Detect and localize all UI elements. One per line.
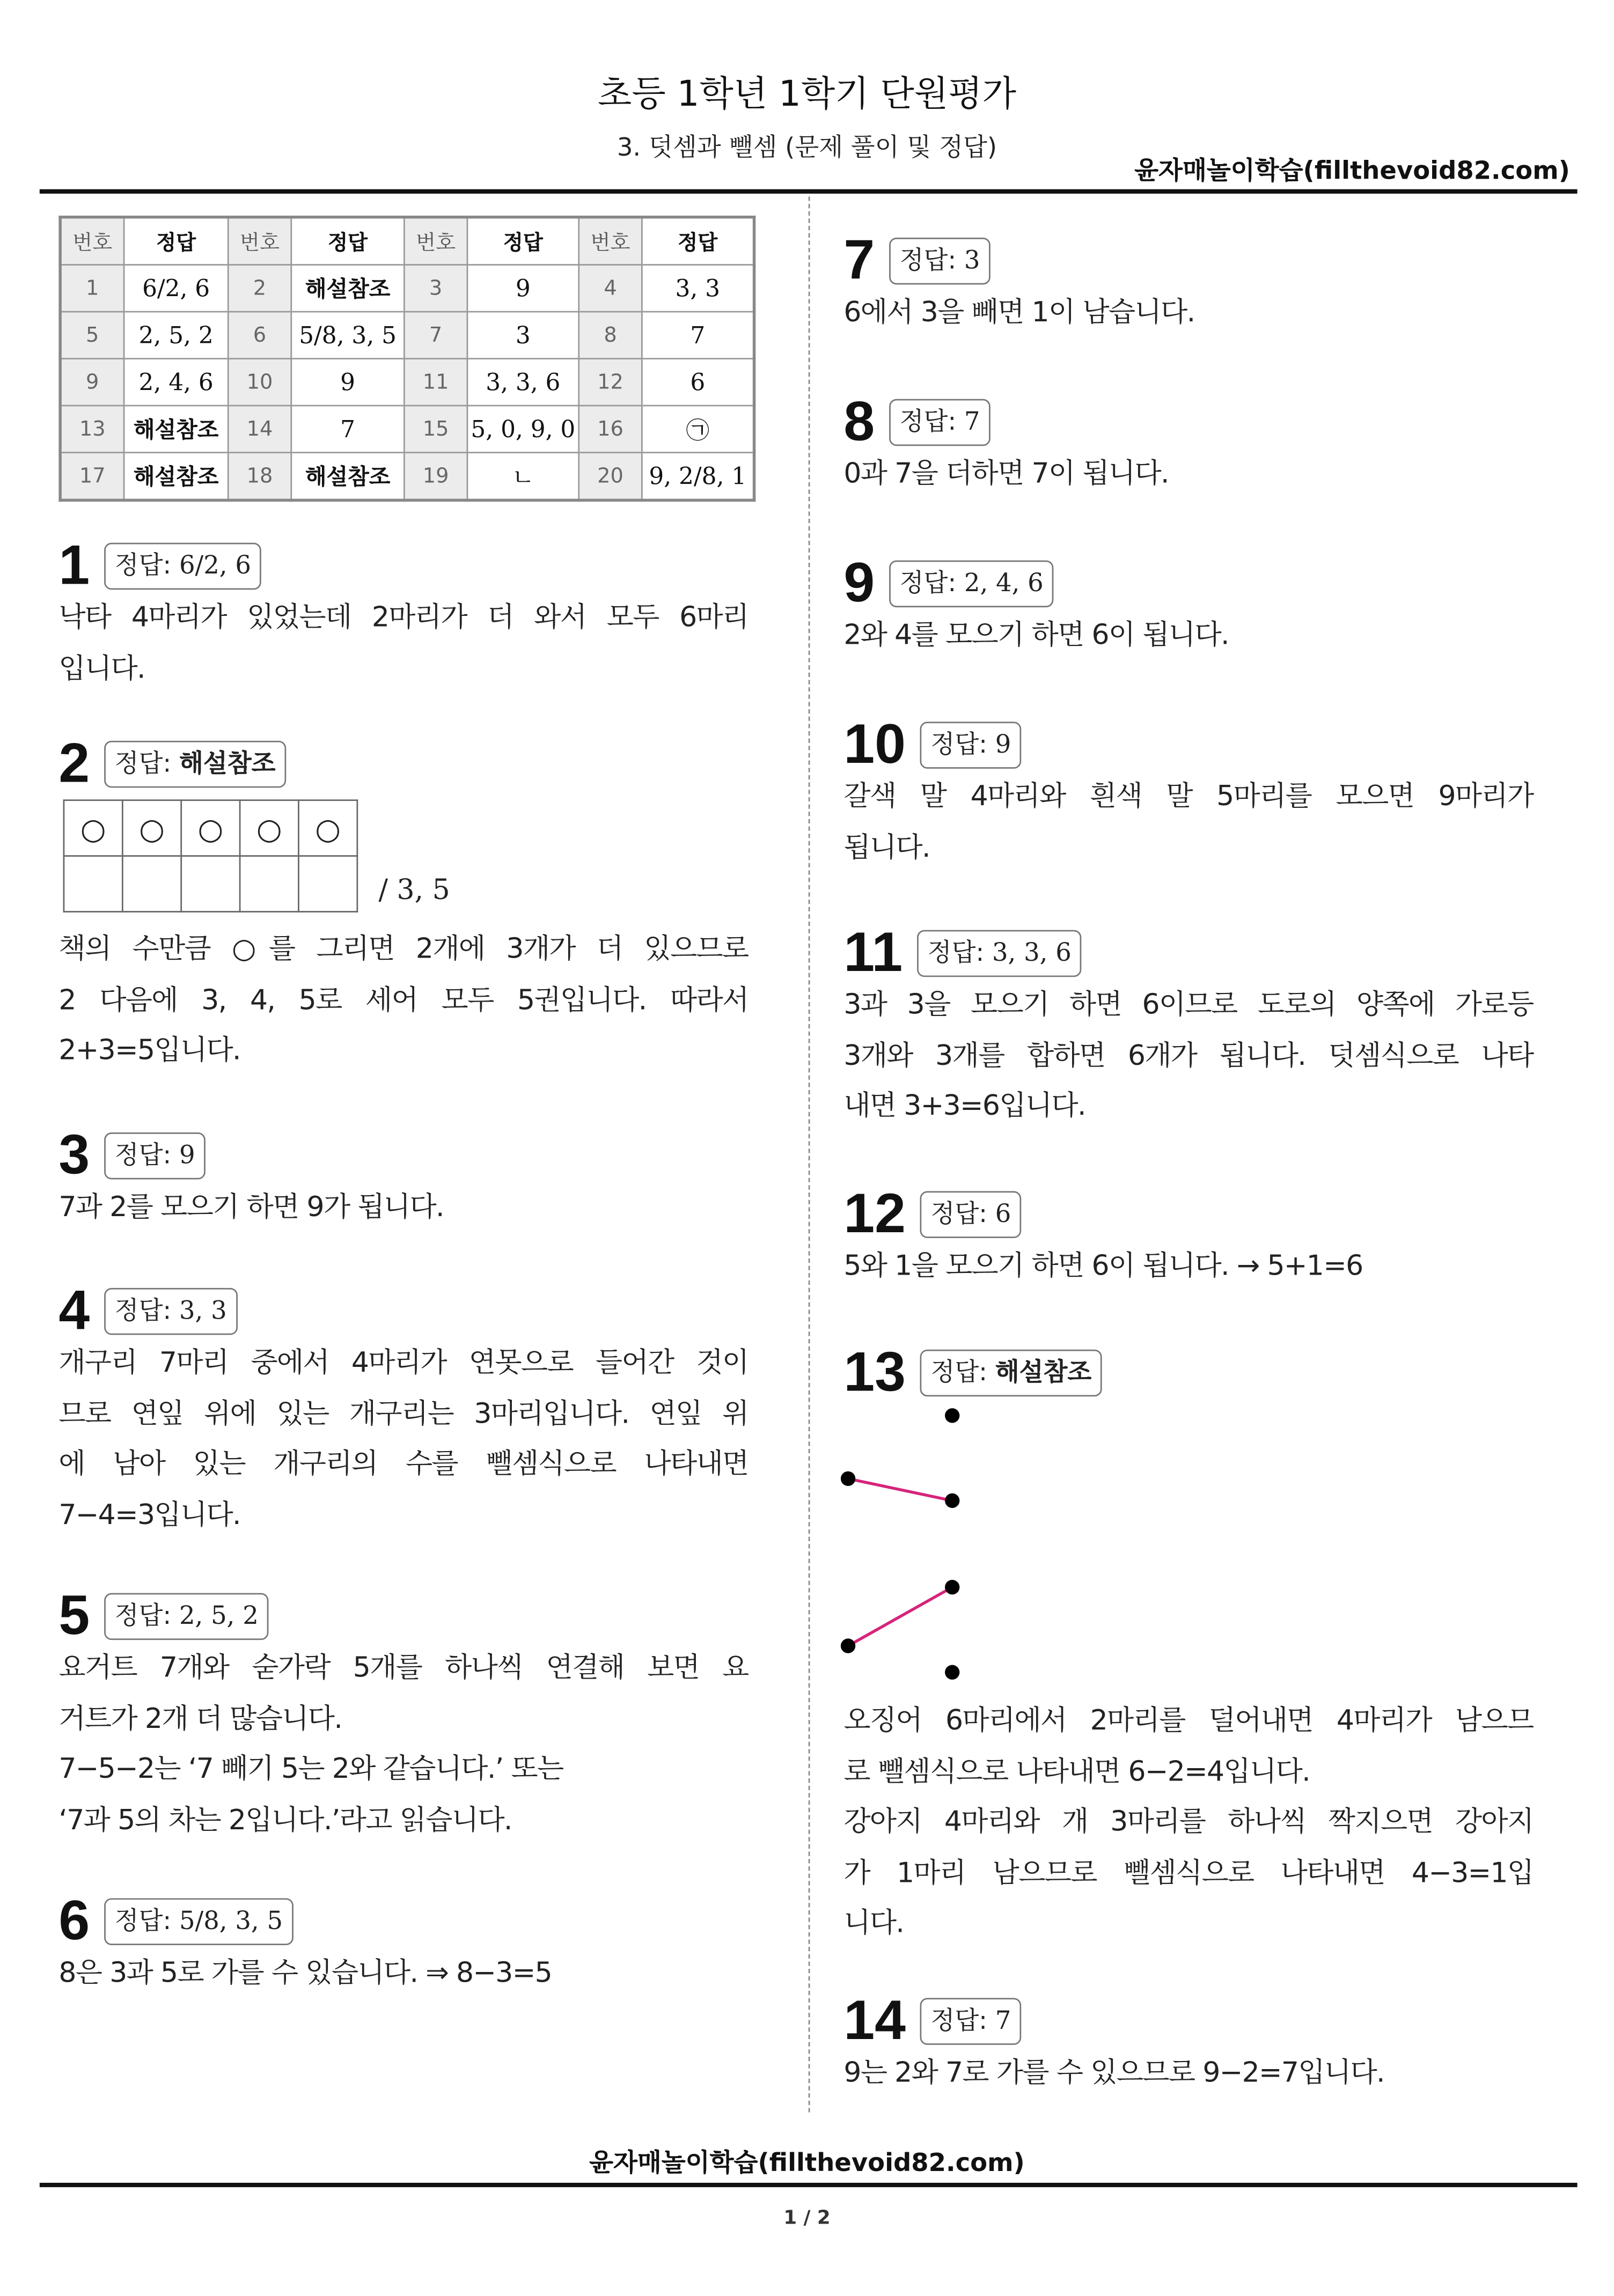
footer-brand: 윤자매놀이학습(fillthevoid82.com) (589, 2149, 1025, 2179)
answer-table (58, 216, 755, 502)
answer-cell: 9, 2/8, 1 (642, 453, 754, 501)
explanation (58, 1338, 748, 1540)
q13-matching-diagram (821, 1402, 983, 1690)
answer-cell: 7 (291, 406, 405, 453)
question-number: 18 (228, 453, 291, 501)
answer-label: 정답: (930, 2006, 987, 2036)
answer-cell: 해설참조 (124, 406, 228, 453)
answer-value: 해설참조 (995, 1358, 1092, 1388)
explanation (58, 924, 748, 1076)
page-subtitle: 3. 덧셈과 뺄셈 (문제 풀이 및 정답) (617, 133, 997, 163)
explanation (58, 1643, 748, 1845)
question-number: 16 (579, 406, 642, 453)
grid-cell-empty (64, 856, 122, 912)
answer-cell: ㄴ (467, 453, 579, 501)
explanation-line: 7−5−2는 ‘7 빼기 5는 2와 같습니다.’ 또는 (58, 1753, 563, 1785)
answer-value: 5/8, 3, 5 (179, 1907, 283, 1937)
explanation-line: 강아지 4마리와 개 3마리를 하나씩 짝지으면 강아지 (843, 1806, 1534, 1838)
question-number: 12 (843, 1183, 906, 1246)
q2-drawing-grid (63, 799, 358, 912)
answer-badge (105, 741, 286, 788)
answer-badge (105, 1593, 269, 1640)
explanation-line: 0과 7을 더하면 7이 됩니다. (843, 458, 1169, 490)
answer-value: 2, 5, 2 (179, 1602, 259, 1631)
answer-cell: 해설참조 (124, 453, 228, 501)
question-number: 11 (404, 359, 467, 406)
answer-badge (105, 1288, 237, 1335)
answer-badge (918, 930, 1082, 977)
question-number: 3 (404, 265, 467, 312)
grid-cell-circle: ○ (240, 800, 298, 856)
question-5 (58, 1587, 748, 1893)
explanation (843, 980, 1533, 1132)
grid-cell-empty (298, 856, 357, 912)
explanation-line: 7−4=3입니다. (58, 1498, 240, 1531)
explanation-line: 5와 1을 모으기 하면 6이 됩니다. → 5+1=6 (843, 1249, 1363, 1282)
answer-label: 정답: (114, 1297, 172, 1326)
answer-cell: 3 (467, 312, 579, 359)
question-number: 8 (843, 392, 875, 453)
answer-cell: 2, 5, 2 (124, 312, 228, 359)
q13-dot (841, 1638, 855, 1653)
explanation (843, 771, 1533, 873)
answer-cell: 해설참조 (291, 265, 405, 312)
answer-table-header (60, 217, 754, 265)
right-column (843, 232, 1533, 2109)
question-number: 2 (58, 733, 90, 796)
explanation-line: 8은 3과 5로 가를 수 있습니다. ⇒ 8−3=5 (58, 1956, 552, 1989)
header-number: 번호 (60, 217, 124, 265)
explanation (843, 1696, 1533, 1949)
question-number: 20 (579, 453, 642, 501)
answer-badge (105, 1132, 206, 1180)
explanation-line: 내면 3+3=6입니다. (843, 1090, 1085, 1122)
grid-cell-circle: ○ (298, 800, 357, 856)
question-2 (58, 735, 748, 1127)
explanation-line: 에 남아 있는 개구리의 수를 뺄셈식으로 나타내면 (58, 1447, 749, 1481)
q13-match-line (848, 1478, 952, 1500)
header-number: 번호 (579, 217, 642, 265)
question-number: 9 (60, 359, 124, 406)
answer-label: 정답: (927, 939, 985, 968)
answer-table-row (60, 359, 754, 406)
question-number: 5 (58, 1585, 90, 1647)
question-number: 9 (843, 553, 875, 615)
question-6 (58, 1890, 748, 2039)
explanation-line: 오징어 6마리에서 2마리를 덜어내면 4마리가 남으므 (843, 1704, 1534, 1737)
explanation (843, 2048, 1533, 2098)
answer-cell: 7 (642, 312, 754, 359)
grid-cell-circle: ○ (122, 800, 181, 856)
question-number: 10 (843, 714, 906, 776)
answer-value: 9 (995, 730, 1011, 760)
q13-dot (945, 1493, 959, 1508)
header-rule (40, 189, 1578, 194)
answer-value: 9 (179, 1141, 195, 1171)
question-number: 8 (579, 312, 642, 359)
explanation (58, 593, 748, 694)
answer-value: 3, 3 (179, 1297, 227, 1326)
answer-table-row (60, 406, 754, 453)
question-number: 11 (843, 923, 903, 984)
header-number: 번호 (228, 217, 291, 265)
answer-badge (105, 1898, 294, 1945)
answer-cell: 해설참조 (291, 453, 405, 501)
explanation (843, 288, 1533, 338)
answer-badge (889, 238, 990, 285)
question-10 (843, 716, 1533, 924)
answer-badge (920, 1191, 1021, 1238)
explanation-line: 9는 2와 7로 가를 수 있으므로 9−2=7입니다. (843, 2056, 1384, 2089)
answer-badge (920, 722, 1021, 769)
question-number: 15 (404, 406, 467, 453)
footer-rule (40, 2183, 1578, 2187)
answer-badge (105, 543, 262, 590)
question-3 (58, 1127, 748, 1282)
answer-label: 정답: (930, 1358, 987, 1388)
explanation-line: 3과 3을 모으기 하면 6이므로 도로의 양쪽에 가로등 (843, 989, 1534, 1021)
grid-cell-circle: ○ (64, 800, 122, 856)
q2-grid-answer: / 3, 5 (378, 874, 450, 907)
question-number: 1 (60, 265, 124, 312)
question-number: 10 (228, 359, 291, 406)
answer-value: 2, 4, 6 (964, 569, 1044, 599)
explanation-line: 2+3=5입니다. (58, 1034, 240, 1066)
answer-label: 정답: (114, 1141, 172, 1171)
header-answer: 정답 (642, 217, 754, 265)
question-number: 5 (60, 312, 124, 359)
answer-table-row (60, 265, 754, 312)
question-13 (843, 1344, 1533, 1992)
question-number: 12 (579, 359, 642, 406)
answer-cell: 9 (291, 359, 405, 406)
explanation-line: 책의 수만큼 ○를 그리면 2개에 3개가 더 있으므로 (58, 933, 749, 966)
answer-value: 3, 3, 6 (992, 939, 1072, 968)
explanation-line: 2 다음에 3, 4, 5로 세어 모두 5권입니다. 따라서 (58, 983, 749, 1016)
question-8 (843, 393, 1533, 555)
answer-cell: 5, 0, 9, 0 (467, 406, 579, 453)
answer-value: 해설참조 (179, 749, 276, 779)
answer-badge (889, 399, 990, 446)
answer-value: 6 (995, 1199, 1011, 1230)
left-column (58, 537, 748, 2039)
header-brand: 윤자매놀이학습(fillthevoid82.com) (1134, 157, 1570, 187)
q13-dot (945, 1580, 959, 1594)
question-number: 6 (228, 312, 291, 359)
question-number: 7 (404, 312, 467, 359)
answer-cell: 2, 4, 6 (124, 359, 228, 406)
question-4 (58, 1282, 748, 1587)
header-answer: 정답 (467, 217, 579, 265)
question-7 (843, 232, 1533, 393)
page-title: 초등 1학년 1학기 단원평가 (597, 73, 1016, 115)
answer-value: 6/2, 6 (179, 551, 251, 581)
explanation-line: 로 뺄셈식으로 나타내면 6−2=4입니다. (843, 1755, 1310, 1787)
grid-cell-circle: ○ (181, 800, 240, 856)
question-11 (843, 924, 1533, 1186)
explanation-line: 가 1마리 남으므로 뺄셈식으로 나타내면 4−3=1입 (843, 1856, 1534, 1889)
explanation-line: 낙타 4마리가 있었는데 2마리가 더 와서 모두 6마리 (58, 601, 749, 634)
question-number: 2 (228, 265, 291, 312)
explanation-line: 7과 2를 모으기 하면 9가 됩니다. (58, 1191, 444, 1224)
answer-label: 정답: (899, 246, 957, 276)
explanation-line: 요거트 7개와 숟가락 5개를 하나씩 연결해 보면 요 (58, 1652, 749, 1684)
question-number: 7 (843, 230, 875, 292)
answer-label: 정답: (930, 1199, 987, 1230)
explanation (58, 1948, 748, 1998)
explanation-line: 3개와 3개를 합하면 6개가 됩니다. 덧셈식으로 나타 (843, 1039, 1534, 1072)
answer-badge (889, 561, 1053, 608)
answer-value: 7 (995, 2006, 1011, 2036)
question-number: 4 (579, 265, 642, 312)
explanation-line: 개구리 7마리 중에서 4마리가 연못으로 들어간 것이 (58, 1346, 749, 1379)
answer-label: 정답: (930, 730, 987, 760)
question-9 (843, 555, 1533, 716)
q13-dot (841, 1471, 855, 1486)
explanation (843, 1241, 1533, 1291)
answer-cell: 3, 3 (642, 265, 754, 312)
header-number: 번호 (404, 217, 467, 265)
explanation-line: ‘7과 5의 차는 2입니다.’라고 읽습니다. (58, 1804, 512, 1836)
question-number: 3 (58, 1125, 90, 1187)
question-12 (843, 1185, 1533, 1343)
question-number: 19 (404, 453, 467, 501)
explanation (843, 449, 1533, 499)
question-number: 1 (58, 535, 90, 597)
question-number: 4 (58, 1281, 90, 1343)
page-number: 1 / 2 (783, 2207, 831, 2230)
question-14 (843, 1992, 1533, 2109)
answer-table-row (60, 453, 754, 501)
question-number: 14 (228, 406, 291, 453)
question-1 (58, 537, 748, 735)
q13-match-line (848, 1587, 952, 1646)
answer-cell: 3, 3, 6 (467, 359, 579, 406)
grid-cell-empty (240, 856, 298, 912)
explanation-line: 갈색 말 4마리와 흰색 말 5마리를 모으면 9마리가 (843, 780, 1534, 813)
answer-label: 정답: (899, 569, 957, 599)
answer-label: 정답: (899, 408, 957, 437)
q13-dot (945, 1408, 959, 1423)
explanation-line: 므로 연잎 위에 있는 개구리는 3마리입니다. 연잎 위 (58, 1397, 749, 1430)
answer-cell: 9 (467, 265, 579, 312)
question-number: 6 (58, 1890, 90, 1953)
header-answer: 정답 (291, 217, 405, 265)
answer-table-row (60, 312, 754, 359)
column-divider (809, 196, 810, 2112)
explanation-line: 6에서 3을 빼면 1이 남습니다. (843, 296, 1195, 329)
answer-cell: ㉠ (642, 406, 754, 453)
explanation-line: 니다. (843, 1907, 904, 1940)
answer-cell: 5/8, 3, 5 (291, 312, 405, 359)
question-number: 13 (60, 406, 124, 453)
question-number: 17 (60, 453, 124, 501)
grid-cell-empty (122, 856, 181, 912)
q13-dot (945, 1665, 959, 1680)
answer-cell: 6/2, 6 (124, 265, 228, 312)
explanation-line: 거트가 2개 더 많습니다. (58, 1702, 342, 1735)
explanation (58, 1182, 748, 1233)
answer-badge (920, 1998, 1021, 2045)
answer-label: 정답: (114, 1907, 172, 1937)
explanation (843, 610, 1533, 661)
explanation-line: 2와 4를 모으기 하면 6이 됩니다. (843, 619, 1229, 652)
answer-value: 3 (964, 246, 980, 276)
answer-value: 7 (964, 408, 980, 437)
grid-cell-empty (181, 856, 240, 912)
explanation-line: 입니다. (58, 652, 145, 685)
header-answer: 정답 (124, 217, 228, 265)
answer-cell: 6 (642, 359, 754, 406)
answer-badge (920, 1350, 1102, 1397)
explanation-line: 됩니다. (843, 831, 930, 864)
question-number: 14 (843, 1990, 906, 2052)
answer-label: 정답: (114, 1602, 172, 1631)
answer-label: 정답: (114, 749, 172, 779)
question-number: 13 (843, 1342, 906, 1404)
answer-label: 정답: (114, 551, 172, 581)
